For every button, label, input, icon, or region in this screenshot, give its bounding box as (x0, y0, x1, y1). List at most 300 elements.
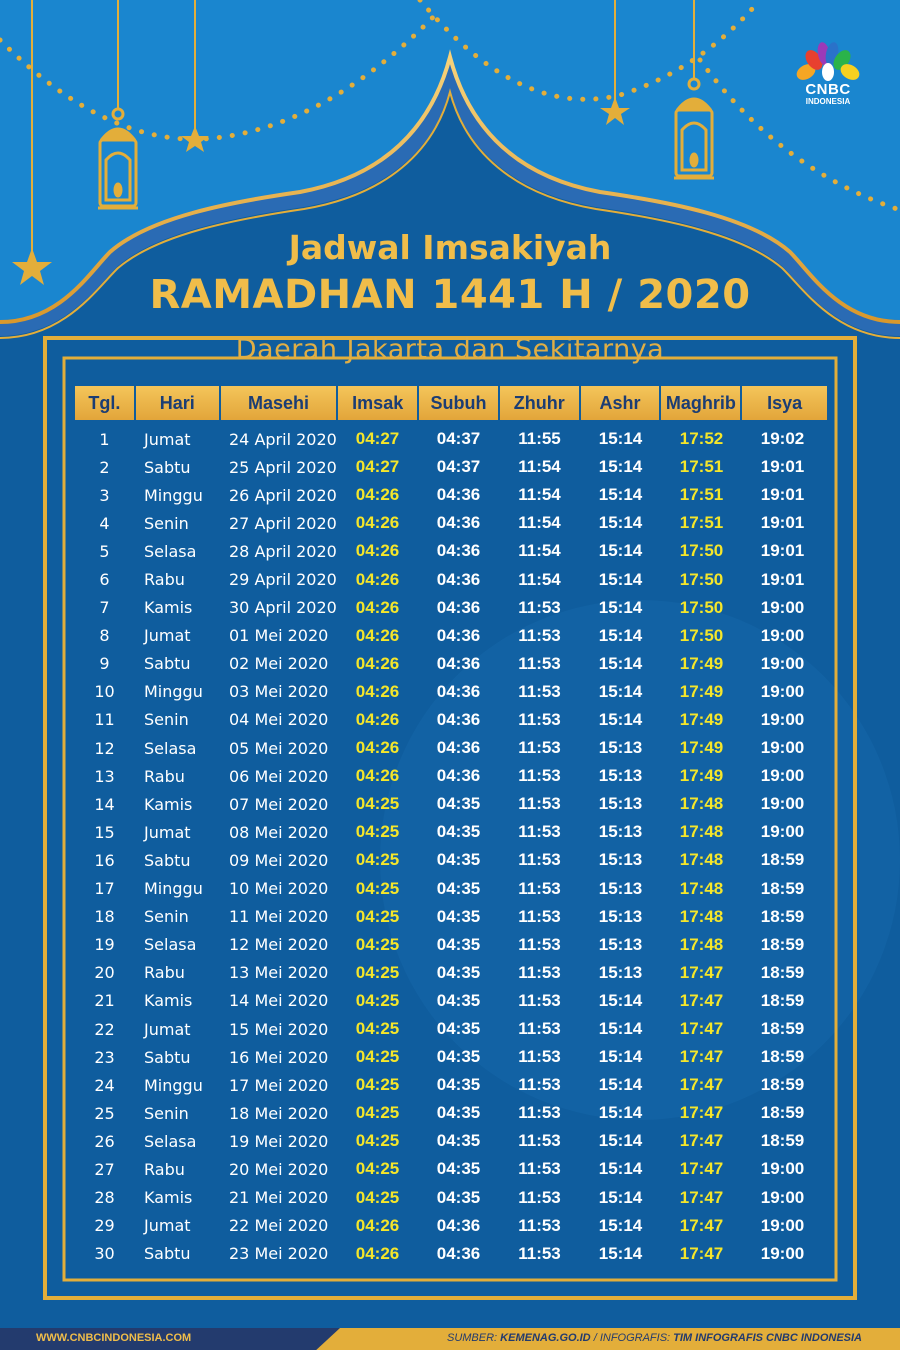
cell-masehi: 12 Mei 2020 (229, 935, 329, 955)
cell-tgl: 9 (99, 654, 110, 674)
source-separator: / (593, 1332, 597, 1344)
cell-subuh: 04:35 (436, 1019, 481, 1039)
cell-tgl: 2 (99, 457, 110, 477)
cell-zhuhr: 11:53 (518, 1159, 561, 1179)
cell-hari: Sabtu (144, 1244, 191, 1264)
cell-maghrib: 17:52 (679, 429, 724, 449)
cell-maghrib: 17:47 (679, 1243, 724, 1263)
cell-hari: Sabtu (144, 457, 191, 477)
cell-ashr: 15:14 (598, 681, 643, 701)
cell-tgl: 27 (94, 1159, 115, 1179)
cell-tgl: 17 (94, 879, 115, 899)
cell-isya: 18:59 (760, 1019, 805, 1039)
cell-hari: Minggu (144, 879, 203, 899)
cell-hari: Kamis (144, 991, 193, 1011)
cell-maghrib: 17:47 (679, 1103, 724, 1123)
cell-isya: 19:01 (760, 569, 805, 589)
cell-subuh: 04:35 (436, 794, 481, 814)
table-row (75, 706, 827, 734)
cell-hari: Kamis (144, 794, 193, 814)
cell-tgl: 13 (94, 766, 115, 786)
table-row (75, 734, 827, 762)
cell-hari: Senin (144, 907, 189, 927)
cell-masehi: 28 April 2020 (229, 541, 337, 561)
cell-masehi: 06 Mei 2020 (229, 766, 329, 786)
cell-imsak: 04:27 (355, 429, 400, 449)
cell-zhuhr: 11:53 (518, 878, 561, 898)
cell-imsak: 04:26 (355, 766, 400, 786)
credit-label: INFOGRAFIS: (599, 1332, 671, 1344)
table-row (75, 1043, 827, 1071)
column-header-zhuhr: Zhuhr (500, 386, 579, 420)
footer-source (447, 1332, 862, 1344)
cell-maghrib: 17:51 (679, 457, 724, 477)
cell-zhuhr: 11:53 (518, 766, 561, 786)
page-title: Jadwal Imsakiyah (288, 228, 612, 267)
cell-ashr: 15:13 (598, 850, 643, 870)
cell-imsak: 04:25 (355, 794, 400, 814)
cell-ashr: 15:14 (598, 457, 643, 477)
cell-zhuhr: 11:53 (518, 794, 561, 814)
cell-hari: Sabtu (144, 1047, 191, 1067)
table-row (75, 425, 827, 453)
cell-imsak: 04:25 (355, 850, 400, 870)
cell-maghrib: 17:51 (679, 485, 724, 505)
table-row (75, 453, 827, 481)
cell-imsak: 04:25 (355, 962, 400, 982)
cell-maghrib: 17:49 (679, 681, 724, 701)
cell-ashr: 15:14 (598, 653, 643, 673)
cell-imsak: 04:26 (355, 569, 400, 589)
cell-isya: 19:01 (760, 513, 805, 533)
cell-subuh: 04:35 (436, 1075, 481, 1095)
cell-hari: Kamis (144, 598, 193, 618)
cell-tgl: 22 (94, 1019, 115, 1039)
cell-subuh: 04:36 (436, 513, 481, 533)
cell-ashr: 15:13 (598, 962, 643, 982)
cell-subuh: 04:35 (436, 1159, 481, 1179)
cell-maghrib: 17:47 (679, 1075, 724, 1095)
cell-tgl: 1 (99, 429, 110, 449)
cell-imsak: 04:25 (355, 990, 400, 1010)
cell-isya: 19:01 (760, 485, 805, 505)
cell-maghrib: 17:48 (679, 822, 724, 842)
cell-tgl: 23 (94, 1047, 115, 1067)
table-row (75, 594, 827, 622)
cell-subuh: 04:36 (436, 569, 481, 589)
cell-isya: 19:00 (760, 625, 805, 645)
cell-zhuhr: 11:53 (518, 597, 561, 617)
cell-maghrib: 17:49 (679, 738, 724, 758)
cell-tgl: 19 (94, 935, 115, 955)
cell-hari: Jumat (144, 1019, 191, 1039)
cell-tgl: 4 (99, 513, 110, 533)
cell-masehi: 23 Mei 2020 (229, 1244, 329, 1264)
table-row (75, 537, 827, 565)
table-row (75, 818, 827, 846)
cell-isya: 19:00 (760, 822, 805, 842)
cell-zhuhr: 11:53 (518, 1131, 561, 1151)
cell-subuh: 04:35 (436, 1103, 481, 1123)
cell-imsak: 04:25 (355, 1019, 400, 1039)
cell-masehi: 29 April 2020 (229, 570, 337, 590)
cell-imsak: 04:26 (355, 597, 400, 617)
table-row (75, 1071, 827, 1099)
cell-maghrib: 17:47 (679, 1187, 724, 1207)
cell-tgl: 25 (94, 1103, 115, 1123)
cell-hari: Senin (144, 1103, 189, 1123)
cell-hari: Jumat (144, 429, 191, 449)
cell-imsak: 04:26 (355, 513, 400, 533)
cell-tgl: 15 (94, 822, 115, 842)
cell-zhuhr: 11:53 (518, 709, 561, 729)
cell-imsak: 04:25 (355, 1187, 400, 1207)
cell-tgl: 18 (94, 907, 115, 927)
cell-imsak: 04:25 (355, 822, 400, 842)
cell-ashr: 15:14 (598, 1159, 643, 1179)
cell-zhuhr: 11:53 (518, 1075, 561, 1095)
cell-masehi: 30 April 2020 (229, 598, 337, 618)
cell-maghrib: 17:47 (679, 962, 724, 982)
cell-maghrib: 17:47 (679, 1159, 724, 1179)
table-body (75, 425, 827, 1268)
cell-masehi: 02 Mei 2020 (229, 654, 329, 674)
table-row (75, 1240, 827, 1268)
cell-subuh: 04:36 (436, 766, 481, 786)
cell-masehi: 22 Mei 2020 (229, 1216, 329, 1236)
cell-subuh: 04:35 (436, 990, 481, 1010)
cell-subuh: 04:36 (436, 485, 481, 505)
cell-isya: 18:59 (760, 990, 805, 1010)
cell-ashr: 15:13 (598, 794, 643, 814)
cell-maghrib: 17:50 (679, 541, 724, 561)
cell-ashr: 15:14 (598, 513, 643, 533)
cell-tgl: 5 (99, 541, 110, 561)
column-header-imsak: Imsak (338, 386, 417, 420)
cell-subuh: 04:36 (436, 653, 481, 673)
cell-imsak: 04:26 (355, 541, 400, 561)
cell-ashr: 15:14 (598, 625, 643, 645)
cell-subuh: 04:35 (436, 1187, 481, 1207)
logo-country: INDONESIA (805, 97, 851, 106)
cell-imsak: 04:26 (355, 1215, 400, 1235)
cell-maghrib: 17:49 (679, 653, 724, 673)
cell-zhuhr: 11:54 (518, 569, 561, 589)
cell-tgl: 29 (94, 1216, 115, 1236)
cell-tgl: 26 (94, 1131, 115, 1151)
column-header-ashr: Ashr (581, 386, 660, 420)
peacock-icon (788, 42, 868, 84)
cell-isya: 19:00 (760, 709, 805, 729)
cell-tgl: 14 (94, 794, 115, 814)
cell-masehi: 26 April 2020 (229, 485, 337, 505)
cell-maghrib: 17:47 (679, 1215, 724, 1235)
cell-subuh: 04:36 (436, 1215, 481, 1235)
cell-hari: Selasa (144, 935, 197, 955)
table-row (75, 509, 827, 537)
cell-ashr: 15:14 (598, 1103, 643, 1123)
table-row (75, 1212, 827, 1240)
cell-tgl: 16 (94, 850, 115, 870)
cell-masehi: 04 Mei 2020 (229, 710, 329, 730)
cell-isya: 19:00 (760, 738, 805, 758)
table-row (75, 931, 827, 959)
cell-ashr: 15:14 (598, 990, 643, 1010)
cell-ashr: 15:13 (598, 822, 643, 842)
cell-tgl: 12 (94, 738, 115, 758)
cell-subuh: 04:36 (436, 625, 481, 645)
cell-isya: 19:00 (760, 794, 805, 814)
cell-hari: Kamis (144, 1188, 193, 1208)
cell-masehi: 01 Mei 2020 (229, 626, 329, 646)
table-row (75, 846, 827, 874)
footer-website: WWW.CNBCINDONESIA.COM (36, 1332, 192, 1344)
cell-ashr: 15:14 (598, 1243, 643, 1263)
cell-zhuhr: 11:54 (518, 485, 561, 505)
table-row (75, 1099, 827, 1127)
cell-ashr: 15:14 (598, 1131, 643, 1151)
cell-tgl: 8 (99, 626, 110, 646)
cell-maghrib: 17:50 (679, 625, 724, 645)
cell-isya: 18:59 (760, 1075, 805, 1095)
cell-masehi: 15 Mei 2020 (229, 1019, 329, 1039)
table-row (75, 790, 827, 818)
cell-isya: 18:59 (760, 934, 805, 954)
cell-tgl: 20 (94, 963, 115, 983)
cell-masehi: 17 Mei 2020 (229, 1075, 329, 1095)
cell-hari: Jumat (144, 822, 191, 842)
cell-isya: 19:00 (760, 766, 805, 786)
cell-zhuhr: 11:53 (518, 1187, 561, 1207)
cell-hari: Jumat (144, 1216, 191, 1236)
region-label: Daerah Jakarta dan Sekitarnya (235, 334, 665, 365)
cell-zhuhr: 11:53 (518, 738, 561, 758)
cell-ashr: 15:14 (598, 1187, 643, 1207)
cell-masehi: 27 April 2020 (229, 513, 337, 533)
cell-zhuhr: 11:53 (518, 990, 561, 1010)
cell-masehi: 14 Mei 2020 (229, 991, 329, 1011)
cell-subuh: 04:35 (436, 850, 481, 870)
logo-wordmark: CNBC (805, 81, 851, 98)
cell-ashr: 15:14 (598, 1019, 643, 1039)
cell-hari: Sabtu (144, 850, 191, 870)
cell-ashr: 15:13 (598, 766, 643, 786)
column-header-masehi: Masehi (221, 386, 337, 420)
cell-isya: 19:00 (760, 681, 805, 701)
cell-isya: 19:01 (760, 541, 805, 561)
cell-hari: Sabtu (144, 654, 191, 674)
cell-ashr: 15:13 (598, 934, 643, 954)
cell-masehi: 19 Mei 2020 (229, 1131, 329, 1151)
cell-maghrib: 17:47 (679, 1019, 724, 1039)
cell-zhuhr: 11:53 (518, 1103, 561, 1123)
cell-imsak: 04:26 (355, 1243, 400, 1263)
cell-masehi: 25 April 2020 (229, 457, 337, 477)
cell-hari: Rabu (144, 1159, 185, 1179)
cell-maghrib: 17:50 (679, 569, 724, 589)
cell-hari: Senin (144, 513, 189, 533)
cell-hari: Selasa (144, 1131, 197, 1151)
cell-hari: Minggu (144, 485, 203, 505)
credit-value: TIM INFOGRAFIS CNBC INDONESIA (673, 1332, 862, 1344)
cell-maghrib: 17:48 (679, 878, 724, 898)
cell-ashr: 15:14 (598, 709, 643, 729)
cell-imsak: 04:25 (355, 1159, 400, 1179)
cell-masehi: 20 Mei 2020 (229, 1159, 329, 1179)
cell-tgl: 10 (94, 682, 115, 702)
cell-isya: 18:59 (760, 1103, 805, 1123)
star-icon (181, 126, 209, 152)
cell-isya: 19:02 (760, 429, 805, 449)
cnbc-logo (788, 42, 868, 112)
cell-subuh: 04:37 (436, 429, 481, 449)
cell-maghrib: 17:48 (679, 850, 724, 870)
cell-zhuhr: 11:53 (518, 1047, 561, 1067)
table-row (75, 903, 827, 931)
cell-subuh: 04:36 (436, 709, 481, 729)
cell-imsak: 04:25 (355, 934, 400, 954)
page-subtitle: RAMADHAN 1441 H / 2020 (149, 272, 751, 318)
cell-maghrib: 17:50 (679, 597, 724, 617)
cell-zhuhr: 11:53 (518, 625, 561, 645)
cell-tgl: 30 (94, 1244, 115, 1264)
cell-zhuhr: 11:53 (518, 1215, 561, 1235)
cell-zhuhr: 11:54 (518, 541, 561, 561)
cell-maghrib: 17:48 (679, 794, 724, 814)
cell-isya: 18:59 (760, 878, 805, 898)
cell-maghrib: 17:49 (679, 766, 724, 786)
column-header-isya: Isya (742, 386, 827, 420)
cell-maghrib: 17:48 (679, 934, 724, 954)
cell-subuh: 04:35 (436, 906, 481, 926)
cell-imsak: 04:25 (355, 1131, 400, 1151)
table-row (75, 678, 827, 706)
cell-imsak: 04:25 (355, 1047, 400, 1067)
cell-imsak: 04:26 (355, 681, 400, 701)
table-row (75, 1184, 827, 1212)
cell-masehi: 21 Mei 2020 (229, 1188, 329, 1208)
cell-hari: Rabu (144, 963, 185, 983)
cell-tgl: 6 (99, 570, 110, 590)
cell-hari: Minggu (144, 1075, 203, 1095)
cell-subuh: 04:37 (436, 457, 481, 477)
cell-isya: 19:00 (760, 597, 805, 617)
cell-maghrib: 17:47 (679, 990, 724, 1010)
cell-ashr: 15:14 (598, 569, 643, 589)
cell-zhuhr: 11:53 (518, 850, 561, 870)
cell-ashr: 15:13 (598, 738, 643, 758)
cell-ashr: 15:14 (598, 597, 643, 617)
cell-subuh: 04:36 (436, 597, 481, 617)
cell-ashr: 15:13 (598, 906, 643, 926)
cell-subuh: 04:35 (436, 822, 481, 842)
cell-maghrib: 17:47 (679, 1131, 724, 1151)
cell-ashr: 15:14 (598, 485, 643, 505)
cell-isya: 18:59 (760, 1131, 805, 1151)
lantern-icon (674, 79, 714, 178)
column-header-tgl: Tgl. (75, 386, 134, 420)
cell-isya: 18:59 (760, 906, 805, 926)
cell-maghrib: 17:47 (679, 1047, 724, 1067)
cell-imsak: 04:26 (355, 738, 400, 758)
cell-subuh: 04:35 (436, 1131, 481, 1151)
cell-isya: 19:00 (760, 1215, 805, 1235)
cell-masehi: 16 Mei 2020 (229, 1047, 329, 1067)
cell-imsak: 04:25 (355, 1075, 400, 1095)
cell-isya: 19:01 (760, 457, 805, 477)
cell-zhuhr: 11:53 (518, 1019, 561, 1039)
cell-subuh: 04:36 (436, 541, 481, 561)
cell-tgl: 11 (94, 710, 115, 730)
cell-isya: 19:00 (760, 653, 805, 673)
cell-tgl: 24 (94, 1075, 115, 1095)
cell-zhuhr: 11:53 (518, 681, 561, 701)
cell-masehi: 10 Mei 2020 (229, 879, 329, 899)
cell-masehi: 11 Mei 2020 (229, 907, 329, 927)
cell-ashr: 15:13 (598, 878, 643, 898)
cell-imsak: 04:26 (355, 709, 400, 729)
cell-masehi: 08 Mei 2020 (229, 822, 329, 842)
table-row (75, 1015, 827, 1043)
column-header-subuh: Subuh (419, 386, 498, 420)
cell-masehi: 13 Mei 2020 (229, 963, 329, 983)
cell-isya: 19:00 (760, 1243, 805, 1263)
cell-hari: Senin (144, 710, 189, 730)
cell-imsak: 04:25 (355, 878, 400, 898)
cell-masehi: 09 Mei 2020 (229, 850, 329, 870)
cell-subuh: 04:35 (436, 1047, 481, 1067)
cell-ashr: 15:14 (598, 1047, 643, 1067)
cell-zhuhr: 11:53 (518, 934, 561, 954)
table-row (75, 481, 827, 509)
cell-imsak: 04:27 (355, 457, 400, 477)
source-value: KEMENAG.GO.ID (500, 1332, 591, 1344)
cell-isya: 19:00 (760, 1159, 805, 1179)
cell-masehi: 24 April 2020 (229, 429, 337, 449)
cell-tgl: 28 (94, 1188, 115, 1208)
cell-ashr: 15:14 (598, 1075, 643, 1095)
cell-zhuhr: 11:53 (518, 822, 561, 842)
cell-subuh: 04:36 (436, 1243, 481, 1263)
cell-masehi: 07 Mei 2020 (229, 794, 329, 814)
cell-hari: Selasa (144, 541, 197, 561)
table-header (75, 386, 827, 420)
cell-hari: Rabu (144, 570, 185, 590)
cell-isya: 19:00 (760, 1187, 805, 1207)
column-header-hari: Hari (136, 386, 219, 420)
cell-ashr: 15:14 (598, 541, 643, 561)
cell-hari: Selasa (144, 738, 197, 758)
cell-ashr: 15:14 (598, 429, 643, 449)
cell-tgl: 7 (99, 598, 110, 618)
cell-maghrib: 17:51 (679, 513, 724, 533)
schedule-table (75, 386, 827, 1268)
cell-imsak: 04:25 (355, 1103, 400, 1123)
table-row (75, 987, 827, 1015)
cell-hari: Rabu (144, 766, 185, 786)
table-row (75, 622, 827, 650)
star-icon (600, 97, 630, 125)
cell-zhuhr: 11:53 (518, 906, 561, 926)
cell-isya: 18:59 (760, 1047, 805, 1067)
source-label: SUMBER: (446, 1332, 498, 1344)
cell-masehi: 05 Mei 2020 (229, 738, 329, 758)
cell-subuh: 04:35 (436, 878, 481, 898)
cell-tgl: 21 (94, 991, 115, 1011)
cell-isya: 18:59 (760, 850, 805, 870)
cell-imsak: 04:26 (355, 653, 400, 673)
column-header-maghrib: Maghrib (661, 386, 740, 420)
